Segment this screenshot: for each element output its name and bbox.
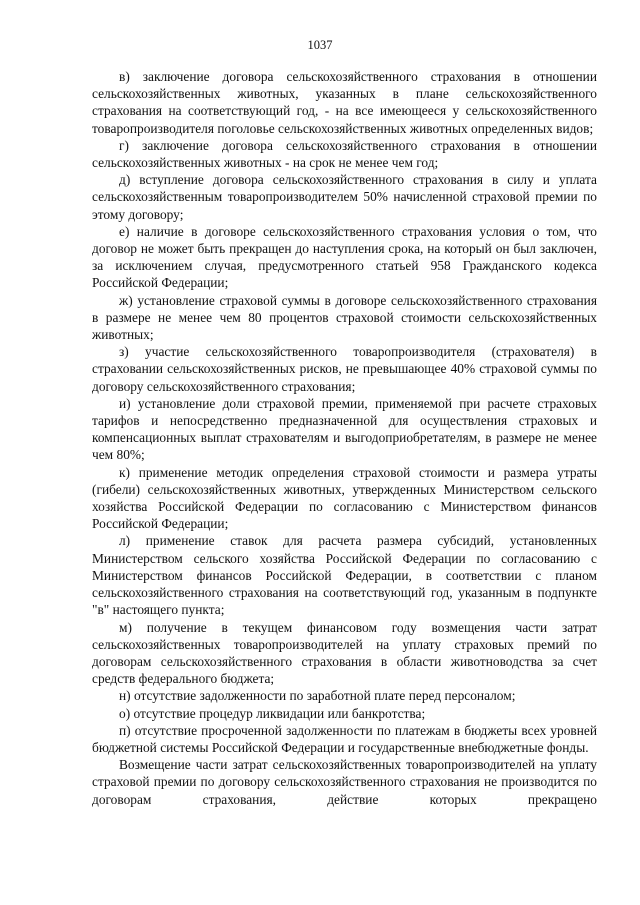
paragraph-o: о) отсутствие процедур ликвидации или банкротства;: [119, 705, 426, 721]
paragraph-v: в) заключение договора сельскохозяйственного страхования в отношении сельскохозяйственных животных, указанных в плане сельскохозяйственного страхования на соответствующий год, - на все имеющееся у сельскохозяйственного товаропроизводителя поголовье сельскохозяйственных животных определенных видов;: [92, 69, 597, 136]
document-body: [92, 68, 597, 808]
paragraph-reimbursement: Возмещение части затрат сельскохозяйственных товаропроизводителей на уплату страховой премии по договору сельскохозяйственного страхования не производится по договорам страхования, действие которых прекращено: [92, 757, 597, 807]
paragraph-g: г) заключение договора сельскохозяйственного страхования в отношении сельскохозяйственных животных - на срок не менее чем год;: [92, 137, 597, 171]
paragraph-e: е) наличие в договоре сельскохозяйственного страхования условия о том, что договор не может быть прекращен до наступления срока, на который он был заключен, за исключением случая, предусмотренного статьей 958 Гражданского кодекса Российской Федерации;: [92, 223, 597, 291]
paragraph-m: м) получение в текущем финансовом году возмещения части затрат сельскохозяйственных товаропроизводителей на уплату страховых премий по договорам сельскохозяйственного страхования в области животноводства за счет средств федерального бюджета;: [92, 619, 597, 687]
paragraph-n: н) отсутствие задолженности по заработной плате перед персоналом;: [119, 688, 516, 704]
paragraph-zh: ж) установление страховой суммы в договоре сельскохозяйственного страхования в размере не менее чем 80 процентов страховой стоимости сельскохозяйственных животных;: [92, 292, 597, 343]
paragraph-k: к) применение методик определения страховой стоимости и размера утраты (гибели) сельскохозяйственных животных, утвержденных Министерством сельского хозяйства Российской Федерации по согласованию с Министерством финансов Российской Федерации;: [92, 464, 597, 532]
paragraph-p: п) отсутствие просроченной задолженности по платежам в бюджеты всех уровней бюджетной системы Российской Федерации и государственные внебюджетные фонды.: [92, 722, 597, 755]
paragraph-z: з) участие сельскохозяйственного товаропроизводителя (страхователя) в страховании сельскохозяйственных рисков, не превышающее 40% страховой суммы по договору сельскохозяйственного страхования;: [92, 344, 597, 394]
paragraph-i: и) установление доли страховой премии, применяемой при расчете страховых тарифов и непосредственно предназначенной для осуществления страховых и компенсационных выплат страхователям и выгодоприобретателям, в размере не менее чем 80%;: [92, 395, 597, 463]
paragraph-l: л) применение ставок для расчета размера субсидий, установленных Министерством сельского хозяйства Российской Федерации по согласованию с Министерством финансов Российской Федерации, в соответствии с планом сельскохозяйственного страхования на соответствующий год, указанным в подпункте "в" настоящего пункта;: [92, 533, 597, 618]
page-number: 1037: [307, 38, 333, 52]
paragraph-d: д) вступление договора сельскохозяйственного страхования в силу и уплата сельскохозяйственным товаропроизводителем 50% начисленной страховой премии по этому договору;: [92, 172, 597, 222]
